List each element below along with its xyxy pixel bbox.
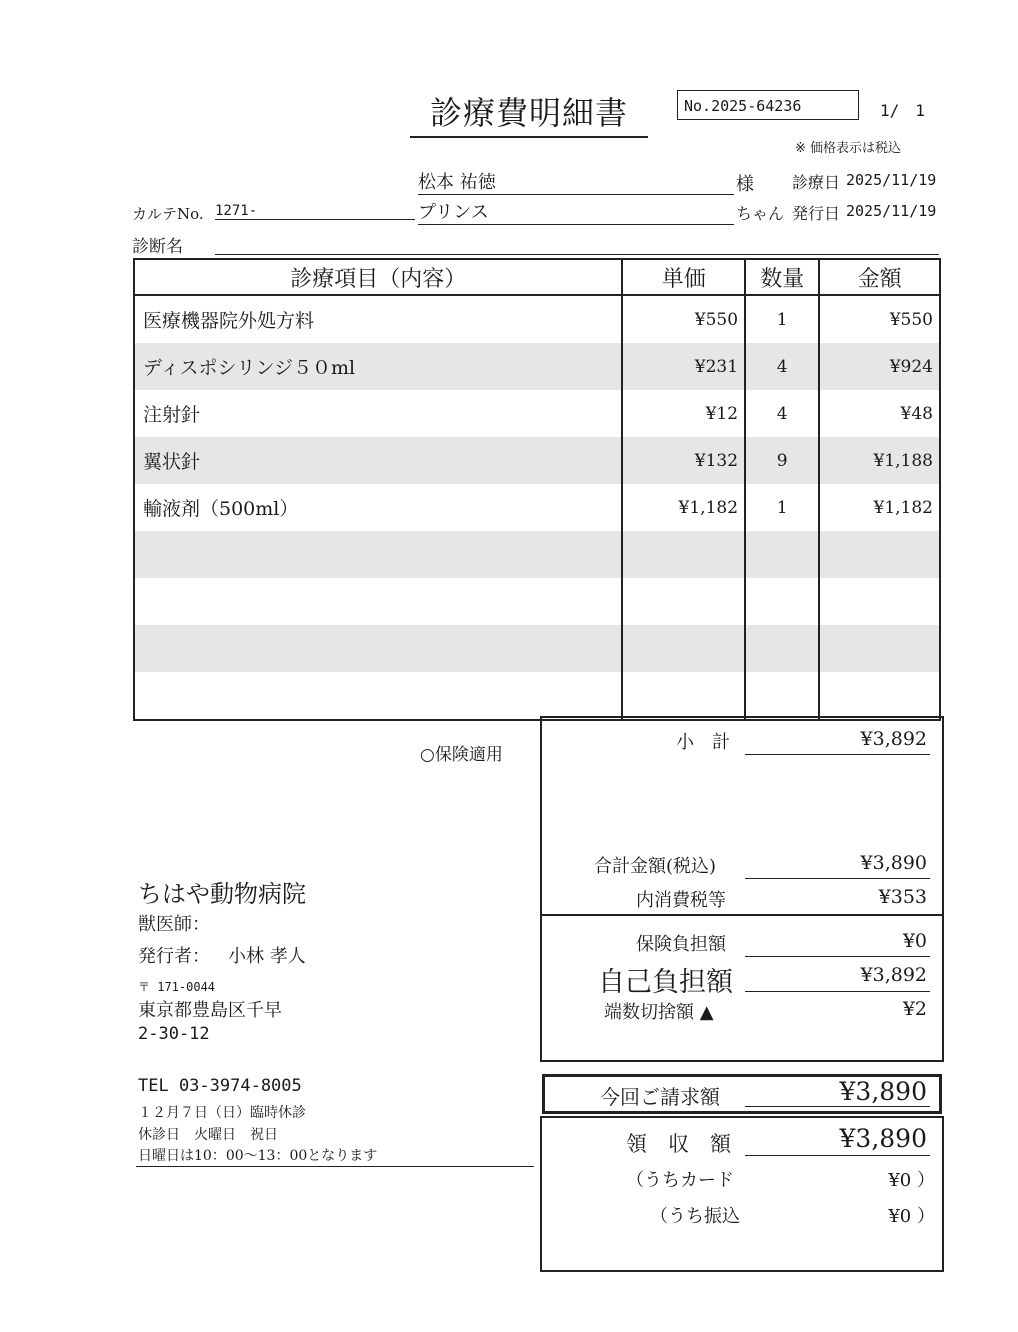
row-item — [134, 531, 622, 578]
table-row — [134, 531, 940, 578]
row-amount — [819, 578, 940, 625]
self-pay-label: 自己負担額 — [598, 967, 733, 998]
row-price — [622, 672, 745, 720]
row-amount — [819, 625, 940, 672]
row-price: ¥1,182 — [622, 484, 745, 531]
summary-divider — [540, 914, 944, 916]
table-row — [134, 437, 940, 484]
document-number: No.2025-64236 — [677, 90, 859, 120]
row-item: 医療機器院外処方料 — [134, 295, 622, 343]
row-qty: 9 — [745, 437, 819, 484]
row-amount — [819, 531, 940, 578]
visit-date: 2025/11/19 — [846, 171, 937, 189]
row-item: ディスポシリンジ５０ml — [134, 343, 622, 390]
insurance-underline — [745, 956, 930, 957]
row-amount: ¥1,188 — [819, 437, 940, 484]
billed-underline — [745, 1106, 930, 1107]
chart-no: 1271- — [215, 203, 415, 220]
clinic-tel: TEL 03-3974-8005 — [138, 1076, 302, 1096]
card-label: （うちカード — [626, 1170, 734, 1191]
row-qty — [745, 531, 819, 578]
subtotal-label: 小 計 — [676, 732, 730, 753]
tax-note: ※ 価格表示は税込 — [795, 141, 902, 156]
postal-code: 〒 171-0044 — [138, 980, 216, 994]
table-row — [134, 390, 940, 437]
col-header-item: 診療項目（内容） — [134, 259, 622, 295]
received-underline — [745, 1155, 930, 1156]
address-line-1: 東京都豊島区千早 — [138, 1000, 282, 1021]
pet-suffix: ちゃん — [736, 204, 785, 223]
rounding-label: 端数切捨額 ▲ — [604, 1002, 714, 1023]
visit-date-label: 診療日 — [792, 173, 841, 192]
total-underline — [745, 878, 930, 879]
page-number: 1/ 1 — [880, 101, 925, 120]
transfer-label: （うち振込 — [650, 1206, 740, 1227]
insurance-amount-label: 保険負担額 — [636, 934, 726, 955]
chart-no-label: カルテNo. — [132, 205, 204, 223]
row-amount: ¥924 — [819, 343, 940, 390]
row-qty: 1 — [745, 295, 819, 343]
row-price: ¥231 — [622, 343, 745, 390]
diagnosis-line — [215, 254, 939, 255]
issuer-label: 発行者： — [138, 946, 210, 967]
table-row — [134, 295, 940, 343]
row-qty: 1 — [745, 484, 819, 531]
billed-label: 今回ご請求額 — [600, 1085, 720, 1109]
received-label: 領 収 額 — [626, 1132, 731, 1156]
self-pay-underline — [745, 991, 930, 992]
row-item: 翼状針 — [134, 437, 622, 484]
row-qty — [745, 625, 819, 672]
diagnosis-label: 診断名 — [132, 237, 183, 257]
row-item: 輸液剤（500ml） — [134, 484, 622, 531]
insurance-applied-label: ○保険適用 — [420, 745, 503, 765]
transfer-value: ¥0 ） — [888, 1206, 935, 1227]
row-qty — [745, 578, 819, 625]
row-price — [622, 625, 745, 672]
row-price — [622, 578, 745, 625]
row-price: ¥132 — [622, 437, 745, 484]
subtotal-value: ¥3,892 — [860, 728, 927, 750]
table-row — [134, 625, 940, 672]
row-qty: 4 — [745, 343, 819, 390]
notice-2: 休診日 火曜日 祝日 — [138, 1127, 278, 1143]
total-value: ¥3,890 — [860, 852, 927, 874]
self-pay-value: ¥3,892 — [860, 964, 927, 986]
pet-name: プリンス — [418, 198, 734, 225]
total-label: 合計金額(税込) — [594, 856, 717, 877]
table-row — [134, 343, 940, 390]
subtotal-underline — [745, 754, 930, 755]
col-header-qty: 数量 — [745, 259, 819, 295]
row-item — [134, 625, 622, 672]
row-qty: 4 — [745, 390, 819, 437]
row-price: ¥12 — [622, 390, 745, 437]
notice-3: 日曜日は10：00〜13：00となります — [138, 1148, 378, 1164]
table-row — [134, 484, 940, 531]
row-amount — [819, 672, 940, 720]
row-amount: ¥1,182 — [819, 484, 940, 531]
vet-label: 獣医師： — [138, 914, 210, 935]
issue-date: 2025/11/19 — [846, 202, 937, 220]
document-title: 診療費明細書 — [410, 88, 648, 138]
insurance-amount-value: ¥0 — [902, 930, 927, 952]
items-table — [133, 258, 941, 721]
table-row — [134, 672, 940, 720]
notice-1: １２月７日（日）臨時休診 — [138, 1105, 306, 1121]
col-header-price: 単価 — [622, 259, 745, 295]
tax-value: ¥353 — [878, 886, 927, 908]
row-item — [134, 578, 622, 625]
row-qty — [745, 672, 819, 720]
billed-value: ¥3,890 — [839, 1077, 927, 1106]
clinic-bottom-line — [136, 1166, 534, 1167]
row-price: ¥550 — [622, 295, 745, 343]
address-line-2: 2-30-12 — [138, 1024, 210, 1044]
owner-suffix: 様 — [736, 174, 754, 195]
issue-date-label: 発行日 — [792, 204, 841, 223]
table-header-row — [134, 259, 940, 295]
clinic-name: ちはや動物病院 — [138, 880, 306, 908]
row-item — [134, 672, 622, 720]
table-row — [134, 578, 940, 625]
row-amount: ¥550 — [819, 295, 940, 343]
col-header-amount: 金額 — [819, 259, 940, 295]
card-value: ¥0 ） — [888, 1170, 935, 1191]
row-item: 注射針 — [134, 390, 622, 437]
rounding-value: ¥2 — [902, 998, 927, 1020]
row-amount: ¥48 — [819, 390, 940, 437]
owner-name: 松本 祐徳 — [418, 168, 734, 195]
tax-label: 内消費税等 — [636, 890, 726, 911]
issuer-name: 小林 孝人 — [228, 946, 306, 967]
row-price — [622, 531, 745, 578]
received-value: ¥3,890 — [839, 1124, 927, 1153]
